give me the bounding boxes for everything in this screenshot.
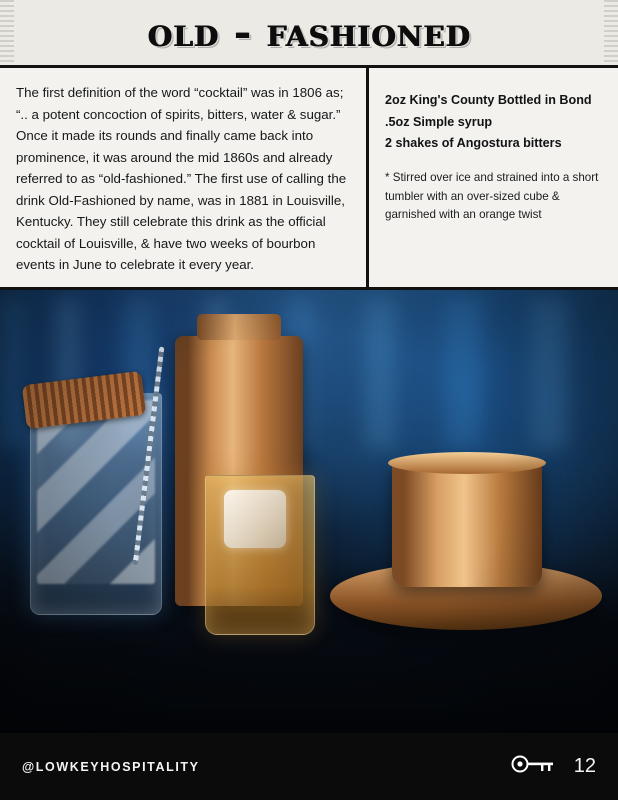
cocktail-photo — [0, 290, 618, 733]
description-text: The first definition of the word “cocktail” was in 1806 as; “.. a potent concoction of spirits, bitters, water & sugar.” Once it made its rounds and finally came back into prominence, it was around the mid 1860s and already referred to as “old-fashioned.” The first use of calling the drink Old-Fashioned by name, was in 1881 in Louisville, Kentucky. They still celebrate this drink as the official cocktail of Louisville, & have two weeks of bourbon events in June to celebrate it every year. — [16, 85, 347, 273]
method-text: * Stirred over ice and strained into a short tumbler with an over-sized cube & garnished with an orange twist — [385, 170, 599, 222]
list-item: .5oz Simple syrup — [385, 114, 493, 129]
page-number: 12 — [573, 755, 596, 777]
description-panel — [0, 68, 369, 287]
list-item: 2 shakes of Angostura bitters — [385, 136, 562, 151]
photo-vignette — [0, 290, 618, 733]
recipe-panel — [369, 68, 618, 287]
list-item: 2oz King's County Bottled in Bond — [385, 93, 592, 107]
page-title-band — [0, 0, 618, 68]
page-title: old - fashioned — [147, 9, 471, 56]
page-footer — [0, 733, 618, 800]
info-row — [0, 68, 618, 290]
ingredient-list — [385, 90, 604, 155]
key-icon — [510, 754, 556, 779]
social-handle: @LOWKEYHOSPITALITY — [22, 759, 200, 774]
footer-right — [510, 754, 596, 779]
